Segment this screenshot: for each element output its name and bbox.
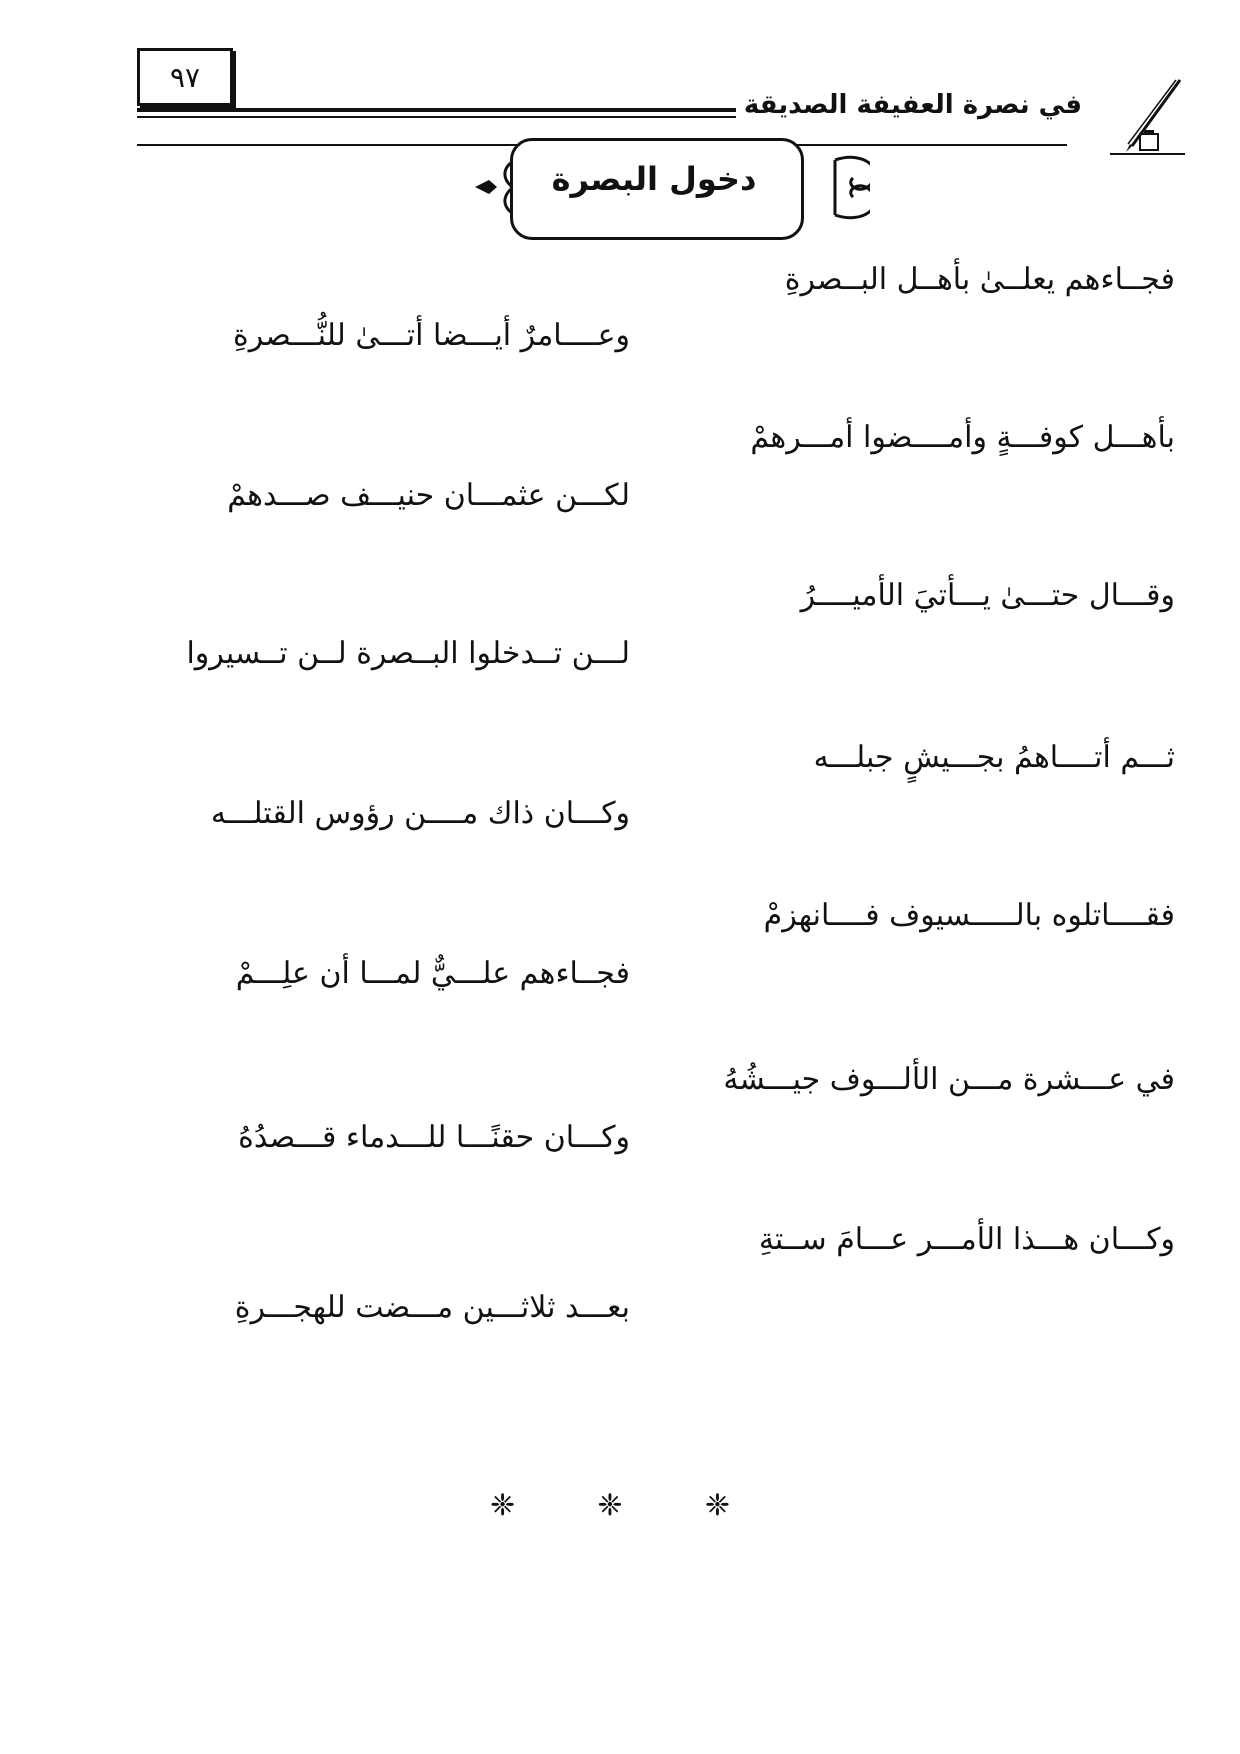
verse-2-second-hemistich: لكـــن عثمـــان حنيـــف صـــدهمْ [227, 478, 630, 513]
verse-3-second-hemistich: لـــن تــدخلوا البــصرة لــن تــسيروا [186, 636, 630, 671]
verse-7-first-hemistich: وكـــان هـــذا الأمـــر عـــامَ ســتةِ [758, 1222, 1175, 1257]
end-mark: ❈ [490, 1488, 516, 1523]
end-mark: ❈ [597, 1488, 623, 1523]
verse-2-first-hemistich: بأهـــل كوفـــةٍ وأمــــضوا أمـــرهمْ [750, 420, 1175, 455]
verse-4-second-hemistich: وكـــان ذاك مــــن رؤوس القتلـــه [210, 796, 630, 831]
verse-5-second-hemistich: فجــاءهم علـــيٌّ لمـــا أن علِـــمْ [235, 956, 630, 991]
verse-1-second-hemistich: وعــــامرٌ أيـــضا أتـــىٰ للنُّـــصرةِ [233, 318, 630, 353]
verse-4-first-hemistich: ثـــم أتــــاهمُ بجـــيشٍ جبلـــه [813, 740, 1175, 775]
section-end-marks [490, 1488, 730, 1523]
page-number-text: ٩٧ [169, 60, 201, 94]
page-number [137, 48, 233, 106]
running-title: في نصرة العفيفة الصديقة [736, 90, 1090, 120]
verse-6-first-hemistich: في عـــشرة مـــن الألـــوف جيـــشُهُ [723, 1062, 1175, 1097]
verse-3-first-hemistich: وقـــال حتـــىٰ يـــأتيَ الأميــــرُ [800, 578, 1175, 613]
verse-7-second-hemistich: بعـــد ثلاثـــين مـــضت للهجـــرةِ [234, 1290, 630, 1325]
pen-inkwell-icon [1110, 78, 1185, 158]
chapter-title: دخول البصرة [551, 160, 757, 198]
verse-5-first-hemistich: فقــــاتلوه بالـــــسيوف فــــانهزمْ [763, 898, 1175, 933]
verse-6-second-hemistich: وكـــان حقنًـــا للـــدماء قـــصدُهُ [238, 1120, 630, 1155]
end-mark: ❈ [704, 1488, 730, 1523]
verse-1-first-hemistich: فجــاءهم يعلــىٰ بأهــل البــصرةِ [784, 262, 1175, 297]
